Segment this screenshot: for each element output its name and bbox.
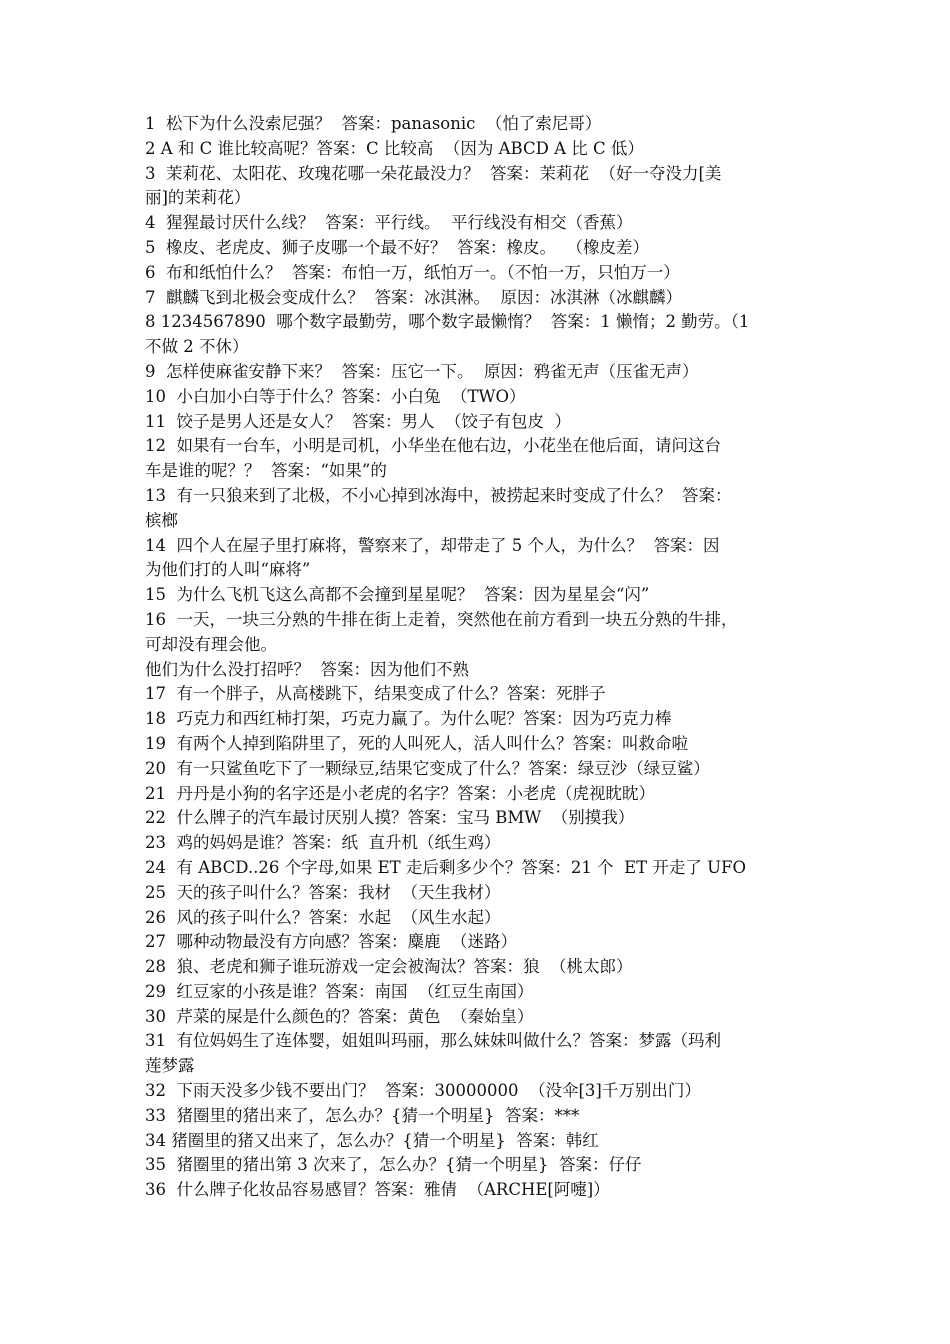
text-line: 5 橡皮、老虎皮、狮子皮哪一个最不好？ 答案：橡皮。 （橡皮差） <box>145 237 649 257</box>
text-line: 莲梦露 <box>145 1056 195 1076</box>
text-line: 19 有两个人掉到陷阱里了，死的人叫死人，活人叫什么？答案：叫救命啦 <box>145 733 688 753</box>
text-line: 24 有 ABCD..26 个字母,如果 ET 走后剩多少个？答案：21 个 ET 开走了 UFO <box>145 857 747 877</box>
text-line: 9 怎样使麻雀安静下来？ 答案：压它一下。 原因：鸦雀无声（压雀无声） <box>145 361 699 381</box>
text-line: 15 为什么飞机飞这么高都不会撞到星星呢？ 答案：因为星星会“闪” <box>145 585 650 605</box>
text-line: 17 有一个胖子，从高楼跳下，结果变成了什么？答案：死胖子 <box>145 684 606 704</box>
document-body <box>145 112 813 1203</box>
text-line: 18 巧克力和西红柿打架，巧克力赢了。为什么呢？答案：因为巧克力棒 <box>145 709 672 729</box>
text-line: 他们为什么没打招呼？ 答案：因为他们不熟 <box>145 659 469 679</box>
text-line: 10 小白加小白等于什么？答案：小白兔 （TWO） <box>145 386 526 406</box>
text-line: 28 狼、老虎和狮子谁玩游戏一定会被淘汰？答案：狼 （桃太郎） <box>145 957 633 977</box>
text-line: 4 猩猩最讨厌什么线？ 答案：平行线。 平行线没有相交（香蕉） <box>145 213 633 233</box>
text-line: 22 什么牌子的汽车最讨厌别人摸？答案：宝马 BMW （别摸我） <box>145 808 635 828</box>
text-line: 29 红豆家的小孩是谁？答案：南国 （红豆生南国） <box>145 981 534 1001</box>
text-line: 35 猪圈里的猪出第 3 次来了，怎么办？{猜一个明星} 答案：仔仔 <box>145 1155 642 1175</box>
text-line: 34 猪圈里的猪又出来了，怎么办？{猜一个明星} 答案：韩红 <box>145 1130 599 1150</box>
text-line: 26 风的孩子叫什么？答案：水起 （风生水起） <box>145 907 501 927</box>
text-line: 槟榔 <box>145 510 178 530</box>
text-line: 可却没有理会他。 <box>145 634 277 654</box>
text-line: 31 有位妈妈生了连体婴，姐姐叫玛丽，那么妹妹叫做什么？答案：梦露（玛利 <box>145 1031 721 1051</box>
text-line: 6 布和纸怕什么？ 答案：布怕一万，纸怕万一。（不怕一万，只怕万一） <box>145 262 680 282</box>
text-line: 33 猪圈里的猪出来了，怎么办？{猜一个明星} 答案：*** <box>145 1105 580 1125</box>
text-line: 14 四个人在屋子里打麻将，警察来了，却带走了 5 个人，为什么？ 答案：因 <box>145 535 720 555</box>
text-line: 丽]的茉莉花） <box>145 188 251 208</box>
text-line: 20 有一只鲨鱼吃下了一颗绿豆,结果它变成了什么？答案：绿豆沙（绿豆鲨） <box>145 758 710 778</box>
text-line: 7 麒麟飞到北极会变成什么？ 答案：冰淇淋。 原因：冰淇淋（冰麒麟） <box>145 287 682 307</box>
text-line: 11 饺子是男人还是女人？ 答案：男人 （饺子有包皮 ） <box>145 411 571 431</box>
text-line: 32 下雨天没多少钱不要出门？ 答案：30000000 （没伞[3]千万别出门） <box>145 1081 701 1101</box>
text-line: 16 一天，一块三分熟的牛排在街上走着，突然他在前方看到一块五分熟的牛排， <box>145 609 738 629</box>
text-line: 3 茉莉花、太阳花、玫瑰花哪一朵花最没力？ 答案：茉莉花 （好一夺没力[美 <box>145 163 722 183</box>
text-line: 为他们打的人叫“麻将” <box>145 560 311 580</box>
text-line: 1 松下为什么没索尼强？ 答案：panasonic （怕了索尼哥） <box>145 114 602 133</box>
text-line: 车是谁的呢？？ 答案：“如果”的 <box>145 461 387 481</box>
text-line: 12 如果有一台车，小明是司机，小华坐在他右边，小花坐在他后面，请问这台 <box>145 436 721 456</box>
text-line: 不做 2 不休） <box>145 337 249 357</box>
text-line: 21 丹丹是小狗的名字还是小老虎的名字？答案：小老虎（虎视眈眈） <box>145 783 655 803</box>
text-line: 2 A 和 C 谁比较高呢？答案：C 比较高 （因为 ABCD A 比 C 低） <box>145 138 644 158</box>
text-line: 8 1234567890 哪个数字最勤劳，哪个数字最懒惰？ 答案：1 懒惰；2 勤劳。（1 <box>145 312 750 332</box>
text-line: 13 有一只狼来到了北极，不小心掉到冰海中，被捞起来时变成了什么？ 答案： <box>145 485 732 505</box>
text-line: 25 天的孩子叫什么？答案：我材 （天生我材） <box>145 882 501 902</box>
text-line: 30 芹菜的屎是什么颜色的？答案：黄色 （秦始皇） <box>145 1006 534 1026</box>
text-line: 27 哪种动物最没有方向感？答案：麋鹿 （迷路） <box>145 932 517 952</box>
text-line: 36 什么牌子化妆品容易感冒？答案：雅倩 （ARCHE[阿嚏]） <box>145 1180 610 1200</box>
text-line: 23 鸡的妈妈是谁？答案：纸 直升机（纸生鸡） <box>145 833 501 853</box>
